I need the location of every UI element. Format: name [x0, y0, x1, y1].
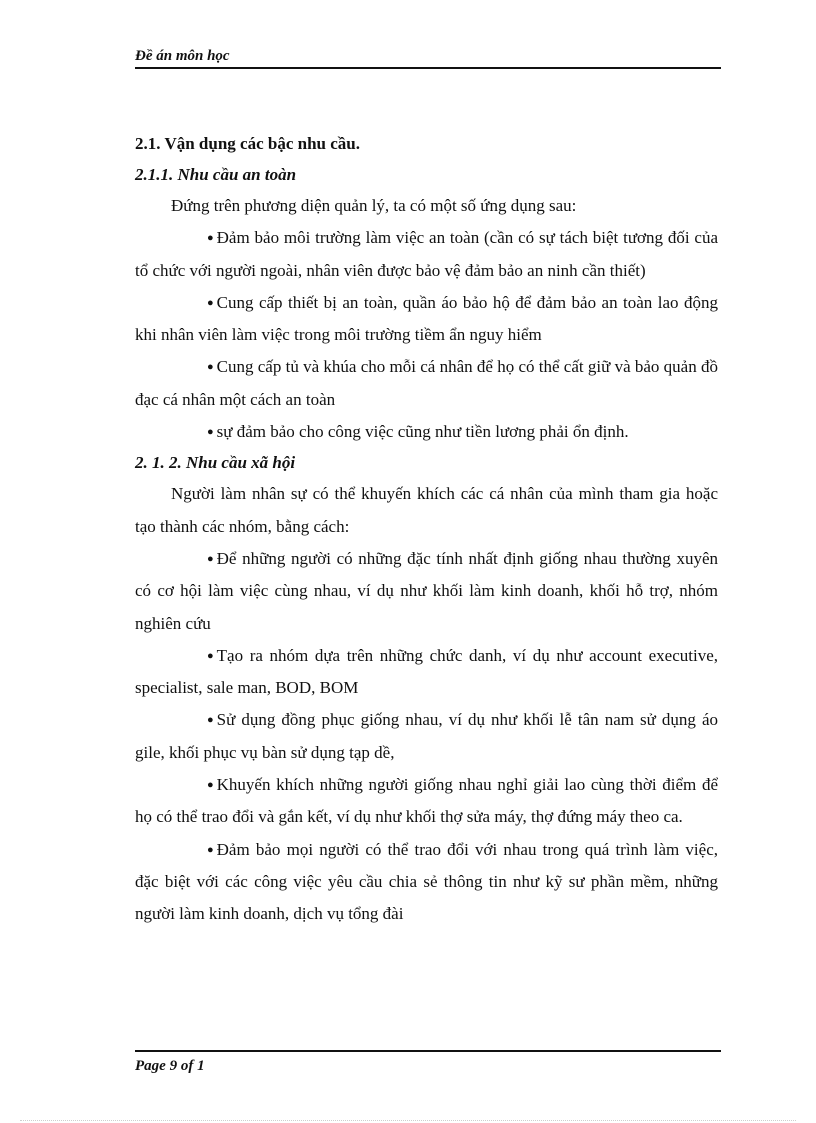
page-footer — [135, 1050, 721, 1075]
intro-paragraph-1: Đứng trên phương diện quản lý, ta có một số ứng dụng sau: — [171, 196, 577, 215]
intro-paragraph-2: Người làm nhân sự có thể khuyến khích các cá nhân của mình tham gia hoặc tạo thành các nhóm, bằng cách: — [135, 484, 718, 536]
bullet-item — [135, 287, 718, 352]
subsection-heading-1: 2.1.1. Nhu cầu an toàn — [135, 165, 297, 184]
page-header — [135, 48, 721, 69]
bullet-icon: ● — [207, 232, 214, 245]
bullet-icon: ● — [207, 649, 214, 662]
section-heading: 2.1. Vận dụng các bậc nhu cầu. — [135, 134, 360, 153]
bullet-text: Tạo ra nhóm dựa trên những chức danh, ví dụ như account executive, specialist, sale man, BOD, BOM — [135, 645, 718, 698]
bullet-text: Sử dụng đồng phục giống nhau, ví dụ như khối lễ tân nam sử dụng áo gile, khối phục vụ bàn sử dụng tạp dề, — [135, 710, 718, 762]
bullet-item — [135, 769, 718, 834]
header-title: Đề án môn học — [135, 48, 230, 64]
subsection-heading-2: 2. 1. 2. Nhu cầu xã hội — [135, 453, 296, 473]
bullet-icon: ● — [207, 361, 214, 374]
bullet-icon: ● — [207, 714, 214, 727]
page-bottom-edge — [20, 1120, 796, 1121]
bullet-item — [135, 640, 718, 705]
bullet-item — [135, 351, 718, 416]
bullet-item — [135, 416, 718, 448]
bullet-text: sự đảm bảo cho công việc cũng như tiền lương phải ổn định. — [216, 422, 629, 442]
bullet-icon: ● — [207, 843, 214, 856]
bullet-icon: ● — [207, 296, 214, 309]
bullet-item — [135, 834, 718, 931]
bullet-text: Đảm bảo mọi người có thể trao đổi với nhau trong quá trình làm việc, đặc biệt với các công việc yêu cầu chia sẻ thông tin như kỹ sư phần mềm, những người làm kinh doanh, dịch vụ tổng đài — [135, 839, 718, 924]
bullet-text: Để những người có những đặc tính nhất định giống nhau thường xuyên có cơ hội làm việc cùng nhau, ví dụ như khối làm kinh doanh, khối hỗ trợ, nhóm nghiên cứu — [135, 548, 718, 633]
bullet-icon: ● — [207, 552, 214, 565]
bullet-icon: ● — [207, 779, 214, 792]
page-number: Page 9 of 1 — [135, 1058, 205, 1074]
document-body — [135, 128, 718, 931]
bullet-text: Cung cấp tủ và khúa cho mỗi cá nhân để họ có thể cất giữ và bảo quản đồ đạc cá nhân một cách an toàn — [135, 357, 718, 409]
bullet-item — [135, 222, 718, 287]
bullet-text: Khuyến khích những người giống nhau nghỉ giải lao cùng thời điểm để họ có thể trao đổi và gắn kết, ví dụ như khối thợ sửa máy, thợ đứng máy theo ca. — [135, 775, 718, 827]
bullet-icon: ● — [207, 426, 214, 439]
bullet-text: Đảm bảo môi trường làm việc an toàn (cần có sự tách biệt tương đối của tổ chức với người ngoài, nhân viên được bảo vệ đảm bảo an ninh cần thiết) — [135, 228, 718, 280]
bullet-item — [135, 543, 718, 640]
bullet-text: Cung cấp thiết bị an toàn, quần áo bảo hộ để đảm bảo an toàn lao động khi nhân viên làm việc trong môi trường tiềm ẩn nguy hiểm — [135, 292, 718, 345]
bullet-item — [135, 704, 718, 769]
